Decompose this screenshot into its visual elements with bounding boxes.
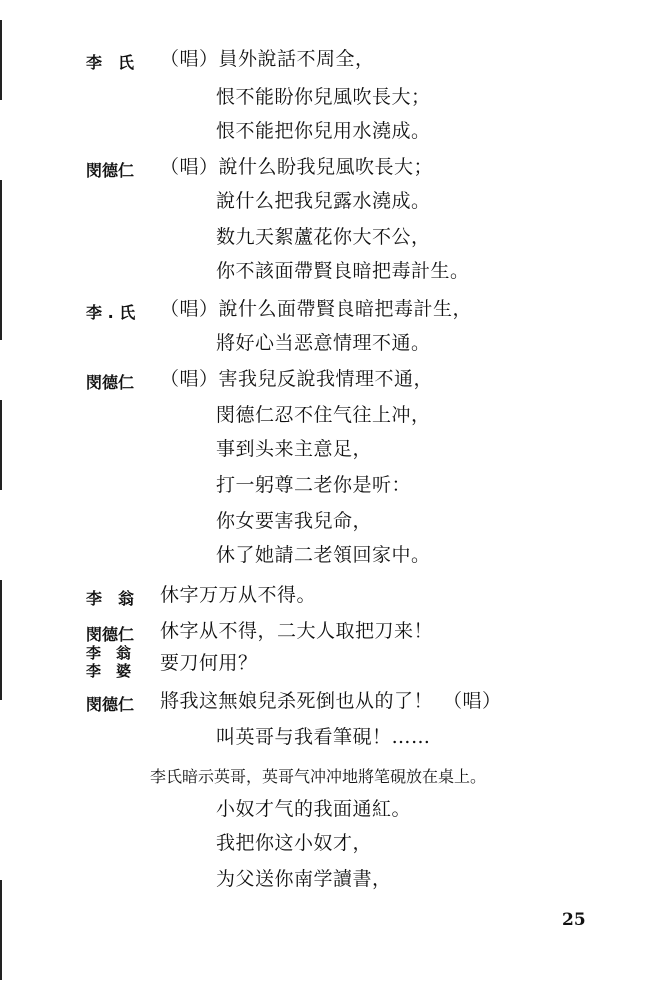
dialogue-line: 你不該面帶賢良暗把毒計生。	[216, 260, 470, 282]
binding-edge-mark	[0, 180, 2, 340]
dialogue-line: 恨不能把你兒用水澆成。	[216, 120, 431, 142]
dialogue-line: 打一躬尊二老你是听：	[216, 474, 412, 496]
speaker-label: 李 氏	[86, 53, 135, 72]
dialogue-line: （唱）說什么面帶賢良暗把毒計生，	[160, 298, 473, 320]
dialogue-line: 事到头来主意足，	[216, 438, 373, 460]
dialogue-line: （唱）害我兒反說我情理不通，	[160, 368, 434, 390]
dialogue-line: 將好心当恶意情理不通。	[216, 332, 431, 354]
dialogue-line: 数九天絮蘆花你大不公，	[216, 226, 431, 248]
page-number: 25	[562, 910, 586, 930]
speaker-label: 李 . 氏	[86, 303, 136, 322]
speaker-label: 李 翁	[86, 644, 132, 662]
dialogue-line: 休了她請二老領回家中。	[216, 544, 431, 566]
speaker-label: 閔德仁	[86, 695, 135, 714]
stage-direction: 李氏暗示英哥，英哥气冲冲地將笔硯放在桌上。	[150, 767, 487, 786]
dialogue-line: 你女要害我兒命，	[216, 510, 373, 532]
dialogue-line: 小奴才气的我面通紅。	[216, 798, 412, 820]
dialogue-line: （唱）說什么盼我兒風吹長大；	[160, 156, 434, 178]
dialogue-line: （唱）員外說話不周全，	[160, 48, 375, 70]
dialogue-line: 休字从不得，二大人取把刀来！	[160, 620, 434, 642]
dialogue-line: 我把你这小奴才，	[216, 832, 373, 854]
speaker-label: 閔德仁	[86, 161, 135, 180]
dialogue-line: 恨不能盼你兒風吹長大；	[216, 86, 431, 108]
dialogue-line: 休字万万从不得。	[160, 584, 317, 606]
dialogue-line: 說什么把我兒露水澆成。	[216, 190, 431, 212]
binding-edge-mark	[0, 880, 2, 980]
binding-edge-mark	[0, 400, 2, 490]
dialogue-line: 要刀何用？	[160, 652, 258, 674]
binding-edge-mark	[0, 580, 2, 700]
dialogue-line: 閔德仁忍不住气往上冲，	[216, 404, 431, 426]
binding-edge-mark	[0, 20, 2, 100]
speaker-label: 閔德仁	[86, 373, 135, 392]
dialogue-line: 为父送你南学讀書，	[216, 868, 392, 890]
dialogue-line: 將我这無娘兒杀死倒也从的了！ （唱）	[160, 690, 502, 712]
dialogue-line: 叫英哥与我看筆硯！……	[216, 726, 431, 748]
speaker-label: 李 翁	[86, 589, 135, 608]
speaker-label: 閔德仁	[86, 625, 135, 644]
speaker-label: 李 婆	[86, 662, 132, 680]
